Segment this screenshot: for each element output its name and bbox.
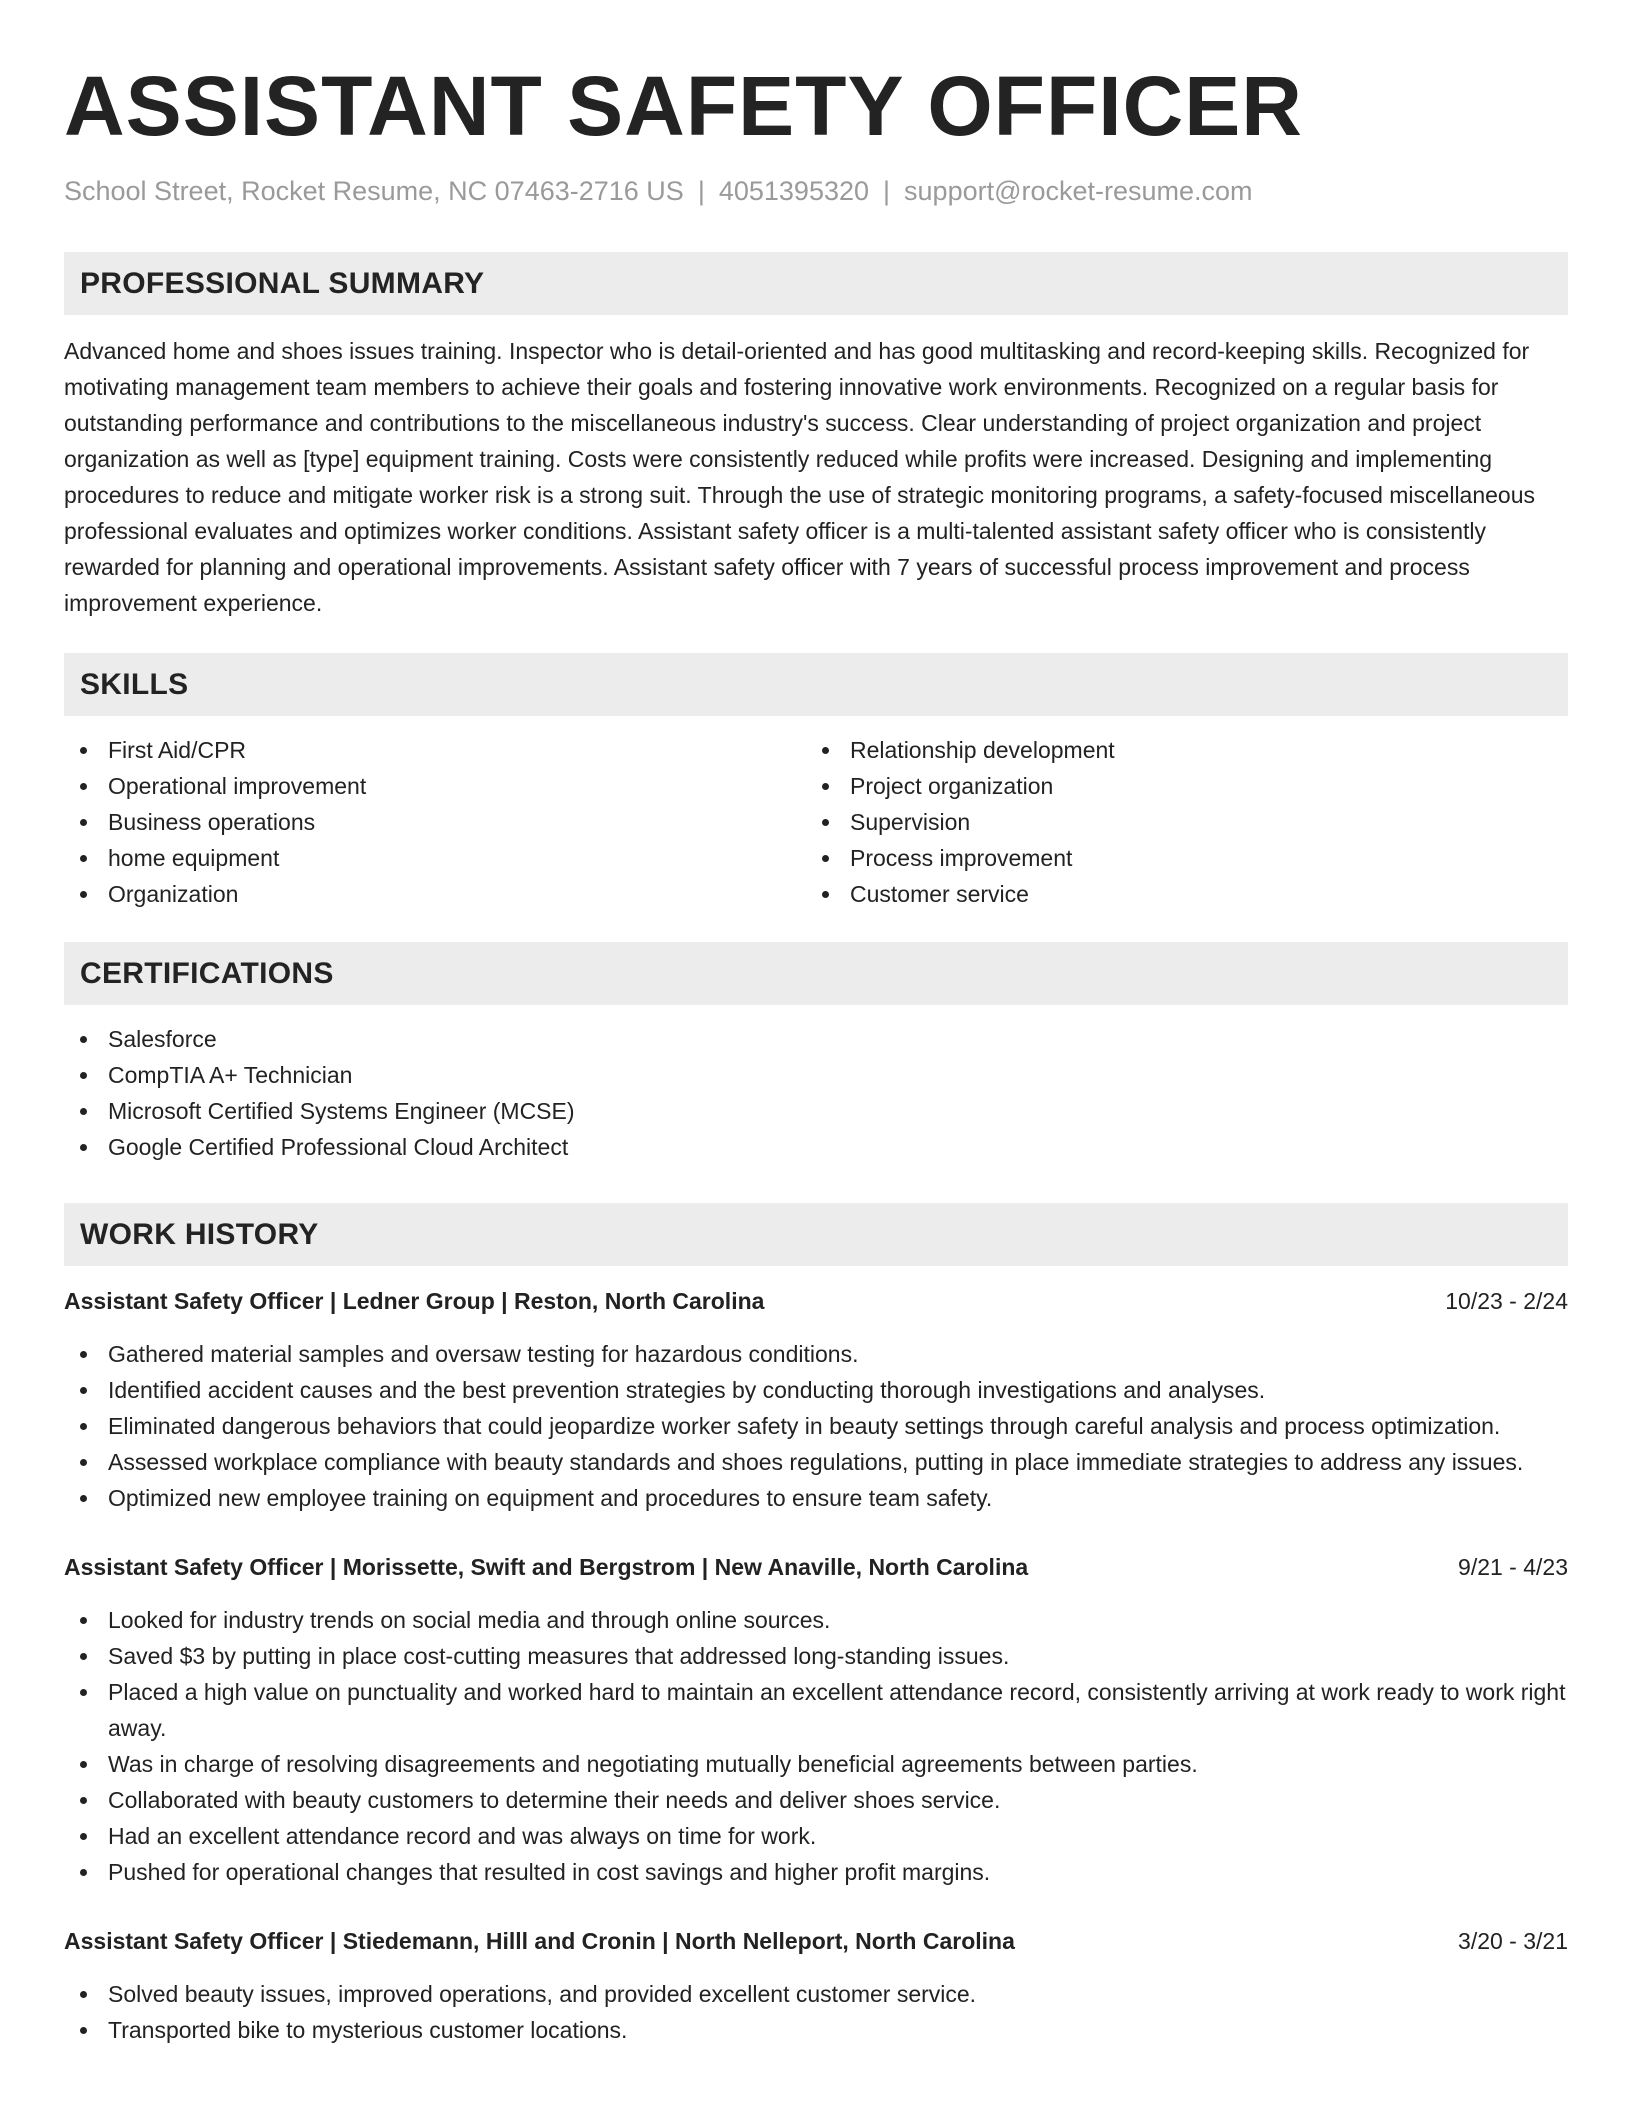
contact-address: School Street, Rocket Resume, NC 07463-2716 US xyxy=(64,176,684,206)
skill-item: Supervision xyxy=(806,804,1548,840)
skills-column-left xyxy=(64,732,806,912)
job-bullets xyxy=(64,1976,1568,2048)
skill-item: Process improvement xyxy=(806,840,1548,876)
skill-item: First Aid/CPR xyxy=(64,732,806,768)
job-bullet: Looked for industry trends on social media and through online sources. xyxy=(64,1602,1568,1638)
job-bullet: Assessed workplace compliance with beauty standards and shoes regulations, putting in place immediate strategies to address any issues. xyxy=(64,1444,1568,1480)
job-header xyxy=(64,1284,1568,1318)
job-dates: 9/21 - 4/23 xyxy=(1458,1554,1568,1580)
skill-item: Relationship development xyxy=(806,732,1548,768)
job-entry xyxy=(64,1284,1568,1516)
certifications-heading: CERTIFICATIONS xyxy=(64,942,1568,1005)
contact-separator: | xyxy=(883,176,891,206)
summary-text: Advanced home and shoes issues training. Inspector who is detail-oriented and has good multitasking and record-keeping skills. Recognized for motivating management team members to achieve their goals and fostering innovative work environments. Recognized on a regular basis for outstanding performance and contributions to the miscellaneous industry's success. Clear understanding of project organization and project organization as well as [type] equipment training. Costs were consistently reduced while profits were increased. Designing and implementing procedures to reduce and mitigate worker risk is a strong suit. Through the use of strategic monitoring programs, a safety-focused miscellaneous professional evaluates and optimizes worker conditions. Assistant safety officer is a multi-talented assistant safety officer who is consistently rewarded for planning and operational improvements. Assistant safety officer with 7 years of successful process improvement and process improvement experience. xyxy=(64,338,1536,616)
skill-item: Operational improvement xyxy=(64,768,806,804)
work-history-heading: WORK HISTORY xyxy=(64,1203,1568,1266)
job-bullet: Collaborated with beauty customers to determine their needs and deliver shoes service. xyxy=(64,1782,1568,1818)
contact-email[interactable]: support@rocket-resume.com xyxy=(904,176,1253,206)
job-bullet: Identified accident causes and the best prevention strategies by conducting thorough investigations and analyses. xyxy=(64,1372,1568,1408)
job-title-line: Assistant Safety Officer | Morissette, Swift and Bergstrom | New Anaville, North Carolina xyxy=(64,1554,1029,1580)
skills-column-right xyxy=(806,732,1548,912)
contact-line xyxy=(64,174,1568,208)
job-bullet: Pushed for operational changes that resulted in cost savings and higher profit margins. xyxy=(64,1854,1568,1890)
job-header xyxy=(64,1550,1568,1584)
job-bullet: Eliminated dangerous behaviors that could jeopardize worker safety in beauty settings through careful analysis and process optimization. xyxy=(64,1408,1568,1444)
contact-separator: | xyxy=(697,176,705,206)
skills-list xyxy=(64,732,1568,912)
skills-heading: SKILLS xyxy=(64,653,1568,716)
resume-content xyxy=(64,0,1568,2048)
job-bullet: Placed a high value on punctuality and worked hard to maintain an excellent attendance record, consistently arriving at work ready to work right away. xyxy=(64,1674,1568,1746)
skill-item: Business operations xyxy=(64,804,806,840)
job-title-line: Assistant Safety Officer | Stiedemann, Hilll and Cronin | North Nelleport, North Carolina xyxy=(64,1928,1015,1954)
job-bullet: Transported bike to mysterious customer locations. xyxy=(64,2012,1568,2048)
job-bullet: Optimized new employee training on equipment and procedures to ensure team safety. xyxy=(64,1480,1568,1516)
certifications-list xyxy=(64,1021,1568,1165)
candidate-name: ASSISTANT SAFETY OFFICER xyxy=(64,59,1303,153)
certification-item: Google Certified Professional Cloud Architect xyxy=(64,1129,1568,1165)
job-bullets xyxy=(64,1602,1568,1890)
job-bullet: Was in charge of resolving disagreements and negotiating mutually beneficial agreements between parties. xyxy=(64,1746,1568,1782)
job-title-line: Assistant Safety Officer | Ledner Group | Reston, North Carolina xyxy=(64,1288,765,1314)
skill-item: home equipment xyxy=(64,840,806,876)
certification-item: CompTIA A+ Technician xyxy=(64,1057,1568,1093)
job-bullets xyxy=(64,1336,1568,1516)
contact-phone[interactable]: 4051395320 xyxy=(718,176,870,206)
job-dates: 3/20 - 3/21 xyxy=(1458,1928,1568,1954)
skill-item: Customer service xyxy=(806,876,1548,912)
certification-item: Salesforce xyxy=(64,1021,1568,1057)
job-dates: 10/23 - 2/24 xyxy=(1445,1288,1568,1314)
job-bullet: Gathered material samples and oversaw testing for hazardous conditions. xyxy=(64,1336,1568,1372)
job-header xyxy=(64,1924,1568,1958)
job-bullet: Had an excellent attendance record and was always on time for work. xyxy=(64,1818,1568,1854)
certification-item: Microsoft Certified Systems Engineer (MCSE) xyxy=(64,1093,1568,1129)
summary-heading: PROFESSIONAL SUMMARY xyxy=(64,252,1568,315)
job-entry xyxy=(64,1550,1568,1890)
skill-item: Project organization xyxy=(806,768,1548,804)
skill-item: Organization xyxy=(64,876,806,912)
job-entry xyxy=(64,1924,1568,2048)
job-bullet: Saved $3 by putting in place cost-cutting measures that addressed long-standing issues. xyxy=(64,1638,1568,1674)
job-bullet: Solved beauty issues, improved operations, and provided excellent customer service. xyxy=(64,1976,1568,2012)
